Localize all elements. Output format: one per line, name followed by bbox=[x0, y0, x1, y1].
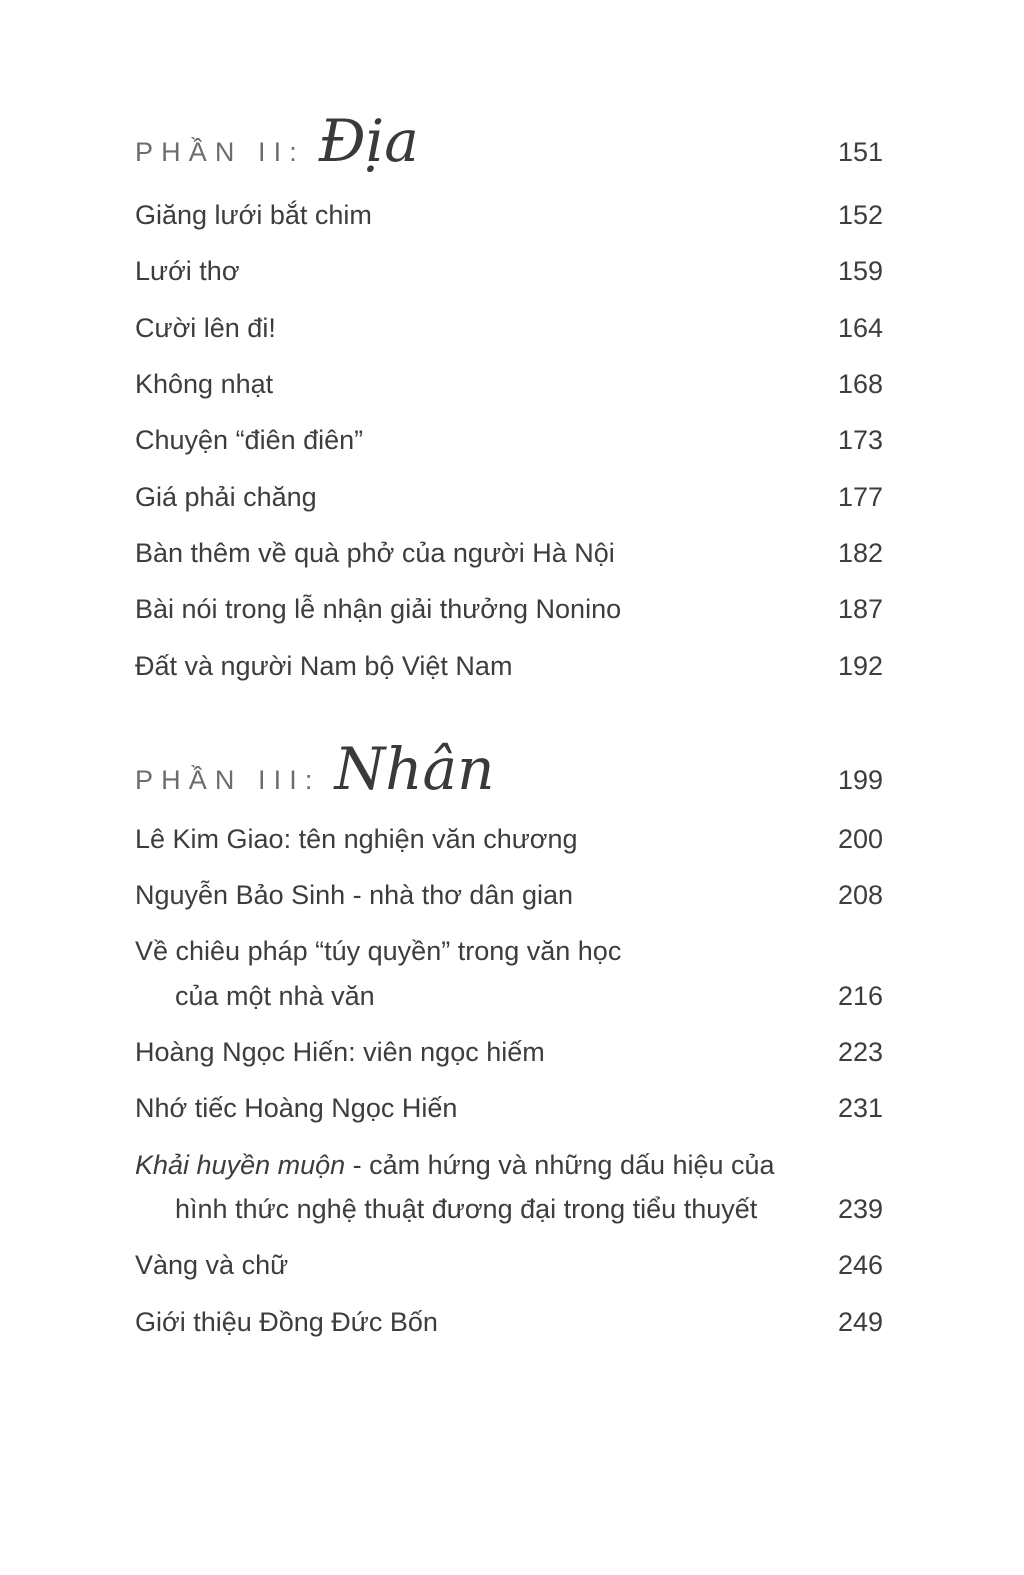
entry-page-number: 249 bbox=[837, 1306, 883, 1337]
entry-title: Giá phải chăng bbox=[135, 481, 317, 512]
entry-page-number: 164 bbox=[837, 312, 883, 343]
entry-title-rest: - cảm hứng và những dấu hiệu của bbox=[345, 1149, 775, 1180]
toc-entry bbox=[135, 651, 883, 682]
toc-entry bbox=[135, 200, 883, 231]
entry-page-number: 152 bbox=[837, 200, 883, 230]
entry-page-number: 239 bbox=[837, 1194, 883, 1224]
toc-entry bbox=[135, 1150, 883, 1226]
entry-page-number: 231 bbox=[837, 1093, 883, 1124]
entry-title: Nguyễn Bảo Sinh - nhà thơ dân gian bbox=[135, 880, 574, 911]
entry-title: Nhớ tiếc Hoàng Ngọc Hiến bbox=[135, 1093, 458, 1124]
entry-page-number: 208 bbox=[837, 880, 883, 911]
toc-section-2 bbox=[135, 107, 883, 682]
entry-page-number: 177 bbox=[837, 481, 883, 512]
toc-entry bbox=[135, 482, 883, 513]
entry-title-line2: của một nhà văn bbox=[175, 980, 375, 1011]
entry-page-number: 216 bbox=[837, 980, 883, 1011]
section-script-title: Địa bbox=[318, 107, 419, 175]
entry-page-number: 246 bbox=[837, 1250, 883, 1281]
toc-entry bbox=[135, 256, 883, 287]
entry-page-number: 168 bbox=[837, 368, 883, 399]
toc-entry bbox=[135, 1093, 883, 1124]
section-title bbox=[135, 107, 419, 175]
entry-title: Chuyện “điên điên” bbox=[135, 425, 364, 456]
entry-page-number: 187 bbox=[837, 594, 883, 625]
entry-title: Vàng và chữ bbox=[135, 1250, 289, 1281]
entry-title: Bài nói trong lễ nhận giải thưởng Nonino bbox=[135, 594, 622, 625]
entry-page-number: 159 bbox=[837, 256, 883, 287]
entry-title-line2-row bbox=[135, 981, 883, 1012]
toc-entry bbox=[135, 936, 883, 1012]
section-header bbox=[135, 107, 883, 175]
entry-title: Giới thiệu Đồng Đức Bốn bbox=[135, 1306, 438, 1337]
entry-title: Lưới thơ bbox=[135, 256, 240, 287]
entry-title: Đất và người Nam bộ Việt Nam bbox=[135, 650, 513, 681]
section-header bbox=[135, 734, 883, 803]
entry-page-number: 192 bbox=[837, 650, 883, 681]
entry-title-line1 bbox=[135, 1150, 883, 1181]
entry-title-line2: hình thức nghệ thuật đương đại trong tiểu thuyết bbox=[175, 1194, 758, 1224]
entry-page-number: 200 bbox=[837, 823, 883, 854]
entry-title: Bàn thêm về quà phở của người Hà Nội bbox=[135, 537, 615, 568]
toc-entry bbox=[135, 1250, 883, 1281]
section-title bbox=[135, 734, 495, 803]
entry-title-italic: Khải huyền muộn bbox=[135, 1149, 346, 1180]
section-label: PHẦN III: bbox=[135, 764, 321, 795]
toc-entry bbox=[135, 880, 883, 911]
toc-entry bbox=[135, 594, 883, 625]
toc-entry bbox=[135, 313, 883, 344]
entry-page-number: 182 bbox=[837, 537, 883, 568]
entry-title: Hoàng Ngọc Hiến: viên ngọc hiếm bbox=[135, 1037, 545, 1068]
section-page-number: 199 bbox=[837, 764, 883, 795]
entry-page-number: 223 bbox=[837, 1037, 883, 1068]
entry-title-line2-row bbox=[135, 1194, 883, 1225]
section-label: PHẦN II: bbox=[135, 137, 305, 167]
toc-entry bbox=[135, 824, 883, 855]
toc-entry bbox=[135, 1037, 883, 1068]
toc-entry bbox=[135, 538, 883, 569]
toc-section-3 bbox=[135, 734, 883, 1338]
entry-title: Cười lên đi! bbox=[135, 312, 276, 343]
entry-title-line1: Về chiêu pháp “túy quyền” trong văn học bbox=[135, 936, 622, 967]
toc-entry bbox=[135, 1307, 883, 1338]
entry-title: Không nhạt bbox=[135, 368, 274, 399]
entry-title: Giăng lưới bắt chim bbox=[135, 200, 372, 230]
section-script-title: Nhân bbox=[334, 734, 495, 803]
toc-entry bbox=[135, 369, 883, 400]
entry-title: Lê Kim Giao: tên nghiện văn chương bbox=[135, 823, 578, 854]
entry-page-number: 173 bbox=[837, 425, 883, 456]
toc-entry bbox=[135, 425, 883, 456]
section-page-number: 151 bbox=[837, 137, 883, 167]
